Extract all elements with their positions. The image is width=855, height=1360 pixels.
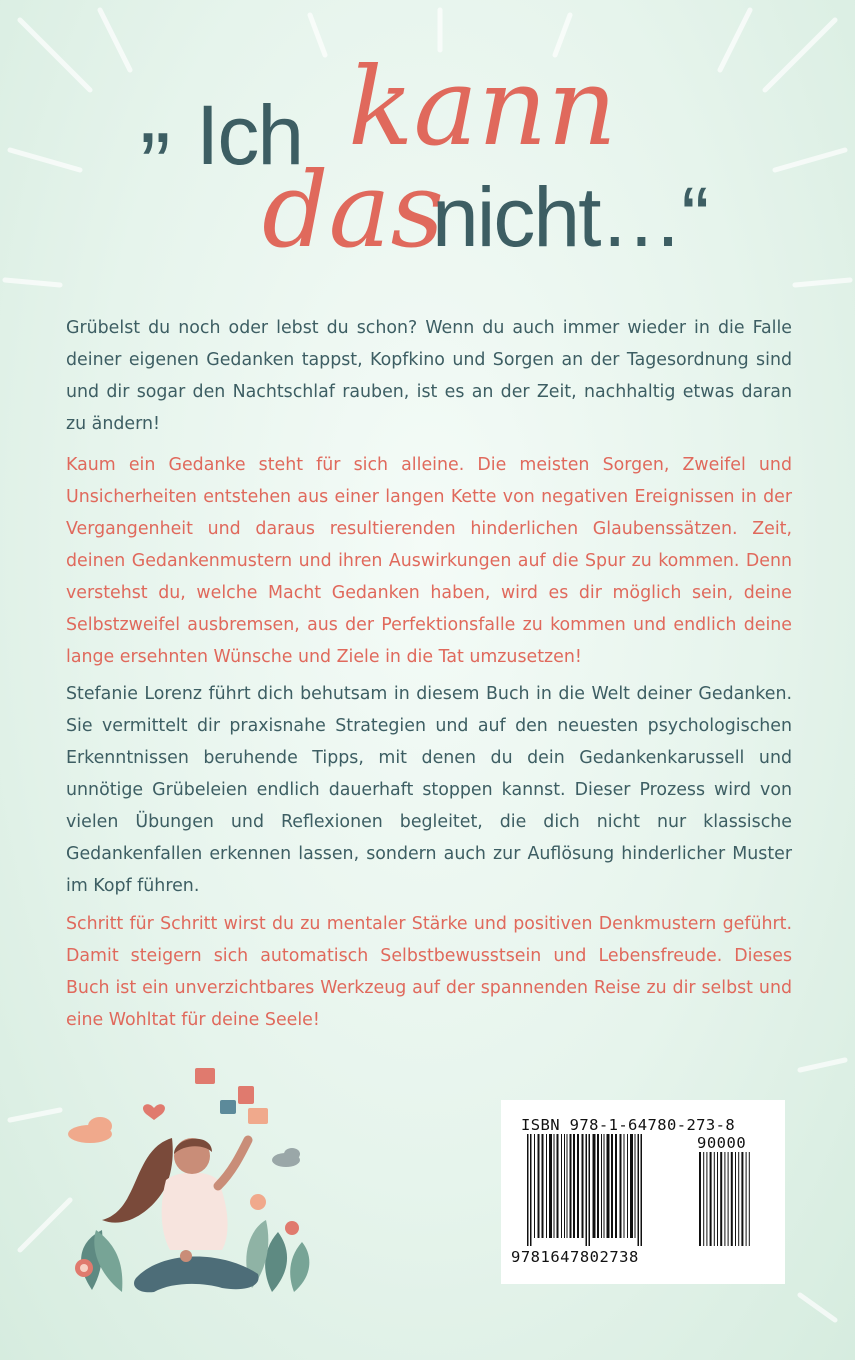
barcode-bar	[554, 1134, 555, 1238]
barcode-bar	[601, 1134, 602, 1238]
barcode-bar	[720, 1152, 722, 1246]
barcode-bar	[534, 1134, 535, 1238]
barcode-bar	[607, 1134, 610, 1238]
barcode-bar	[624, 1134, 625, 1238]
barcode-bar	[549, 1134, 552, 1238]
barcode-bar	[635, 1134, 636, 1238]
barcode-bar	[749, 1152, 750, 1246]
ean-digits: 9781647802738	[511, 1248, 639, 1266]
barcode-bar	[724, 1152, 725, 1246]
barcode-bar	[567, 1134, 568, 1238]
barcode-bar	[620, 1134, 622, 1238]
blurb-paragraph-3: Stefanie Lorenz führt dich behutsam in diesem Buch in die Welt deiner Gedanken. Sie vermittelt dir praxisnahe Strategien und auf den neuesten psychologischen Erkenntnissen beruhende Tipps, mit denen du dein Gedankenkarussell und unnötige Grübeleien endlich dauerhaft stoppen kannst. Dieser Prozess wird von vielen Übungen und Reflexionen begleitet, die dich nicht nur klassische Gedankenfallen erkennen lassen, sondern auch zur Auflösung hinderlicher Muster im Kopf führen.	[66, 684, 792, 896]
barcode-bar	[527, 1134, 529, 1246]
barcode-bar	[593, 1134, 596, 1238]
barcode-bar	[573, 1134, 575, 1238]
barcode-bar	[699, 1152, 701, 1246]
meditating-woman-illustration	[62, 1060, 322, 1300]
barcode-bar	[542, 1134, 544, 1238]
title-word-kann: kann	[348, 45, 617, 170]
barcode-bar	[630, 1134, 633, 1238]
barcode-bar	[741, 1152, 743, 1246]
barcode-bar	[731, 1152, 733, 1246]
barcode-bar	[597, 1134, 599, 1238]
cover-title	[0, 0, 855, 300]
barcode-bar	[735, 1152, 736, 1246]
isbn-barcode	[501, 1100, 785, 1284]
title-word-nicht: nicht…“	[432, 170, 708, 264]
blurb-paragraph-4: Schritt für Schritt wirst du zu mentaler Stärke und positiven Denkmustern geführt. Damit steigern sich automatisch Selbstbewusstsein und Lebensfreude. Dieses Buch ist ein unverzichtbares Werkzeug auf der spannenden Reise zu dir selbst und eine Wohltat für deine Seele!	[66, 914, 792, 1030]
barcode-bar	[627, 1134, 628, 1238]
isbn-label: ISBN 978-1-64780-273-8	[521, 1116, 736, 1134]
barcode-bar	[538, 1134, 540, 1238]
barcode-bar	[710, 1152, 712, 1246]
barcode-bar	[703, 1152, 704, 1246]
barcode-bar	[604, 1134, 605, 1238]
barcode-bar	[615, 1134, 617, 1238]
addon-digits: 90000	[697, 1134, 747, 1152]
title-open-quote: „	[140, 60, 169, 162]
barcode-bar	[738, 1152, 739, 1246]
barcode-bar	[589, 1134, 591, 1246]
barcode-bar	[706, 1152, 707, 1246]
barcode-bar	[717, 1152, 718, 1246]
barcode-bar	[746, 1152, 747, 1246]
barcode-bar	[728, 1152, 729, 1246]
barcode-bar	[557, 1134, 559, 1238]
barcode-bar	[611, 1134, 613, 1238]
barcode-bar	[577, 1134, 579, 1238]
title-word-das: das	[262, 149, 444, 271]
barcode-bar	[561, 1134, 562, 1238]
blurb-paragraph-2: Kaum ein Gedanke steht für sich alleine. Die meisten Sorgen, Zweifel und Unsicherheiten entstehen aus einer langen Kette von negativen Ereignissen in der Vergangenheit und daraus resultierenden hinderlichen Glaubenssätzen. Zeit, deinen Gedankenmustern und ihren Auswirkungen auf die Spur zu kommen. Denn verstehst du, welche Macht Gedanken haben, wird es dir möglich sein, deine Selbstzweifel ausbremsen, aus der Perfektionsfalle zu kommen und endlich deine lange ersehnten Wünsche und Ziele in die Tat umzusetzen!	[66, 455, 792, 667]
barcode-bar	[586, 1134, 588, 1246]
title-word-ich: Ich	[196, 88, 303, 182]
barcode-bar	[641, 1134, 643, 1246]
barcode-bar	[564, 1134, 565, 1238]
barcode-bar	[530, 1134, 532, 1246]
barcode-bar	[638, 1134, 640, 1246]
barcode-bar	[546, 1134, 547, 1238]
blurb-paragraph-1: Grübelst du noch oder lebst du schon? Wenn du auch immer wieder in die Falle deiner eigenen Gedanken tappst, Kopfkino und Sorgen an der Tagesordnung sind und dir sogar den Nachtschlaf rauben, ist es an der Zeit, nachhaltig etwas daran zu ändern!	[66, 318, 792, 434]
barcode-bar	[582, 1134, 584, 1238]
barcode-bar	[714, 1152, 715, 1246]
barcode-bar	[570, 1134, 572, 1238]
